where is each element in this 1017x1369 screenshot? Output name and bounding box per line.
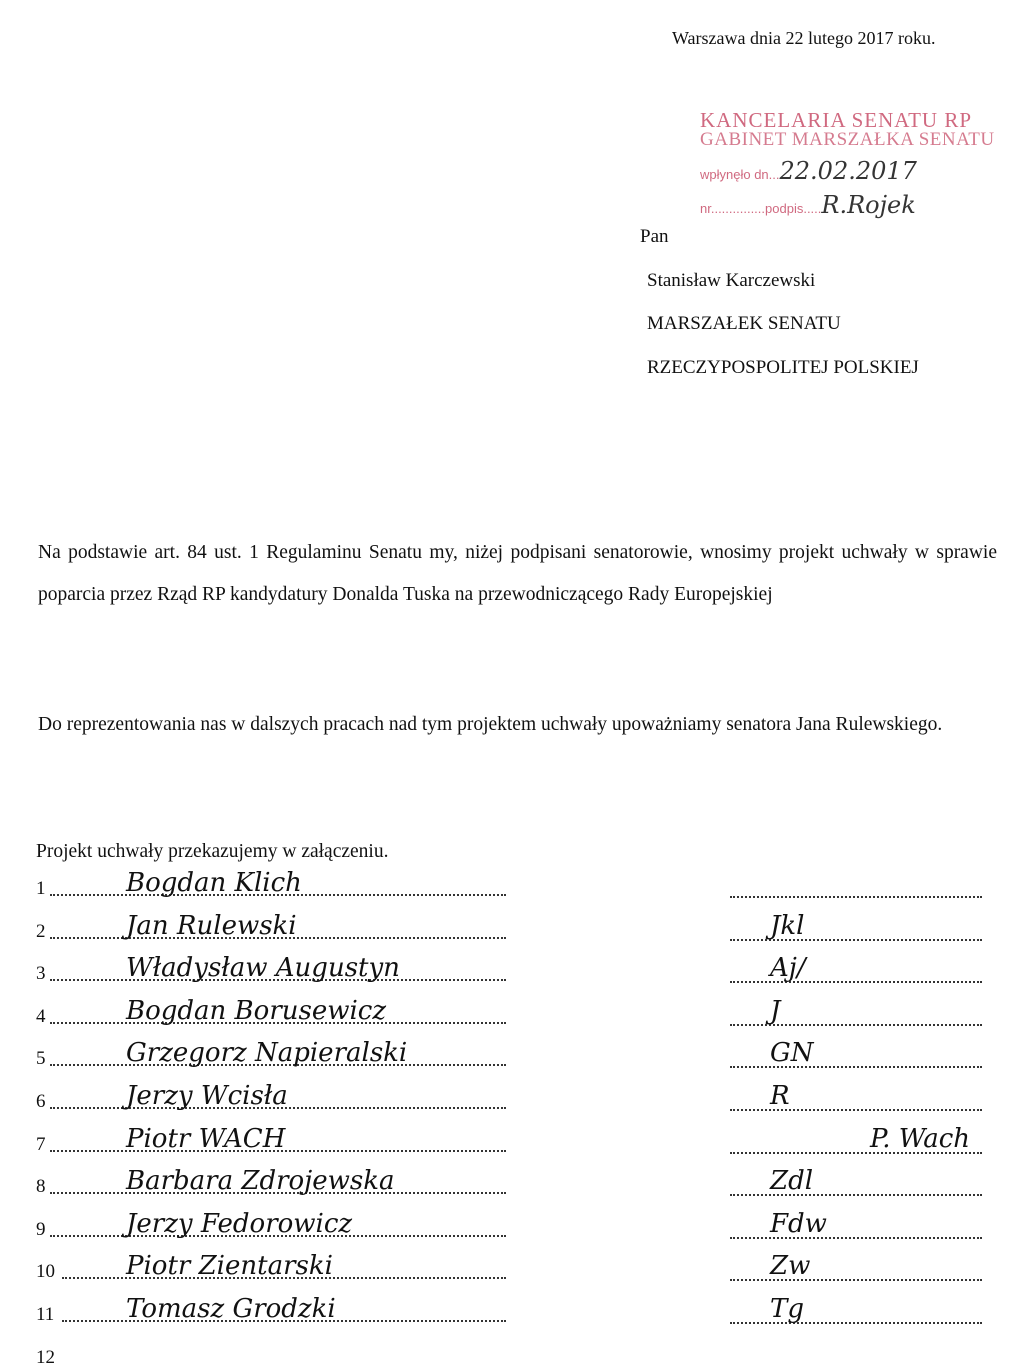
addressee-name: Stanisław Karczewski (647, 270, 816, 291)
row-number: 10 (36, 1261, 55, 1283)
addressee-title-1: MARSZAŁEK SENATU (647, 313, 841, 334)
signatory-row (36, 1208, 506, 1241)
stamp-line-2: GABINET MARSZAŁKA SENATU (700, 129, 995, 150)
handwritten-name: Barbara Zdrojewska (126, 1166, 395, 1197)
addressee-title-2: RZECZYPOSPOLITEJ POLSKIEJ (647, 357, 919, 378)
right-signature-line (730, 1064, 982, 1068)
right-signature-line (730, 1277, 982, 1281)
signature: J (770, 995, 781, 1026)
signature: Fdw (770, 1208, 827, 1239)
signatory-row (36, 1294, 506, 1326)
date-line: Warszawa dnia 22 lutego 2017 roku. (672, 28, 936, 48)
handwritten-name: Władysław Augustyn (126, 953, 400, 984)
signature: Zdl (770, 1166, 814, 1197)
paragraph-representative: Do reprezentowania nas w dalszych pracach nad tym projektem uchwały upoważniamy senatora Jana Rulewskiego. (38, 714, 943, 735)
right-signature-line (730, 1022, 982, 1026)
signatory-row (36, 910, 506, 943)
right-signature-line (730, 1107, 982, 1111)
signatory-row (36, 995, 506, 1028)
row-number: 6 (36, 1091, 46, 1112)
signature: GN (770, 1038, 814, 1069)
row-number: 5 (36, 1048, 46, 1070)
right-signature-line (730, 894, 982, 898)
row-number: 9 (36, 1218, 46, 1240)
row-number: 12 (36, 1346, 55, 1368)
row-number: 11 (36, 1304, 55, 1325)
nr-label: nr...............podpis..... (700, 201, 822, 216)
signature: Jkl (770, 910, 805, 941)
signatory-row (36, 1081, 506, 1113)
right-signature-line (730, 1192, 982, 1196)
handwritten-name: Bogdan Borusewicz (126, 995, 387, 1026)
handwritten-name: Jan Rulewski (126, 910, 297, 941)
signature: R (770, 1081, 790, 1111)
signatory-row (36, 1166, 506, 1198)
row-number: 1 (36, 878, 46, 899)
stamp-nr (700, 191, 995, 219)
received-label: wpłynęło dn... (700, 167, 780, 182)
paragraph-motion: Na podstawie art. 84 ust. 1 Regulaminu Senatu my, niżej podpisani senatorowie, wnosimy projekt uchwały w sprawie poparcia przez Rząd RP kandydatury Donalda Tuska na przewodniczącego Rady Europejskiej (38, 542, 997, 605)
handwritten-name: Jerzy Fedorowicz (126, 1208, 353, 1239)
right-signature-line (730, 979, 982, 983)
signatory-row (36, 1038, 506, 1070)
signatory-row (36, 1123, 506, 1156)
received-stamp (700, 108, 995, 219)
row-number: 3 (36, 963, 46, 985)
signature: Aj/ (770, 953, 806, 984)
stamp-signature: R.Rojek (821, 191, 916, 219)
stamp-line-1: KANCELARIA SENATU RP (700, 108, 973, 132)
row-number: 2 (36, 920, 46, 942)
signatory-row (36, 868, 506, 900)
received-date: 22.02.2017 (779, 157, 917, 185)
right-signature-line (730, 937, 982, 941)
signature: Zw (770, 1251, 811, 1282)
handwritten-name: Jerzy Wcisła (126, 1081, 288, 1111)
handwritten-name: Tomasz Grodzki (126, 1294, 336, 1324)
row-number: 7 (36, 1133, 46, 1155)
right-signature-line (730, 1235, 982, 1239)
paragraph-attachment: Projekt uchwały przekazujemy w załączeniu. (36, 841, 389, 862)
stamp-received (700, 157, 995, 185)
signature: Tg (770, 1294, 804, 1324)
signatory-row (36, 1251, 506, 1283)
handwritten-name: Piotr Zientarski (126, 1251, 333, 1282)
signature: P. Wach (870, 1123, 971, 1154)
handwritten-name: Piotr WACH (126, 1123, 286, 1154)
signatory-row (36, 953, 506, 985)
right-signature-line (730, 1320, 982, 1324)
row-number: 4 (36, 1005, 46, 1027)
signatory-row (36, 1345, 506, 1369)
row-number: 8 (36, 1176, 46, 1198)
handwritten-name: Grzegorz Napieralski (126, 1038, 408, 1069)
handwritten-name: Bogdan Klich (126, 868, 302, 898)
salutation: Pan (640, 226, 669, 247)
